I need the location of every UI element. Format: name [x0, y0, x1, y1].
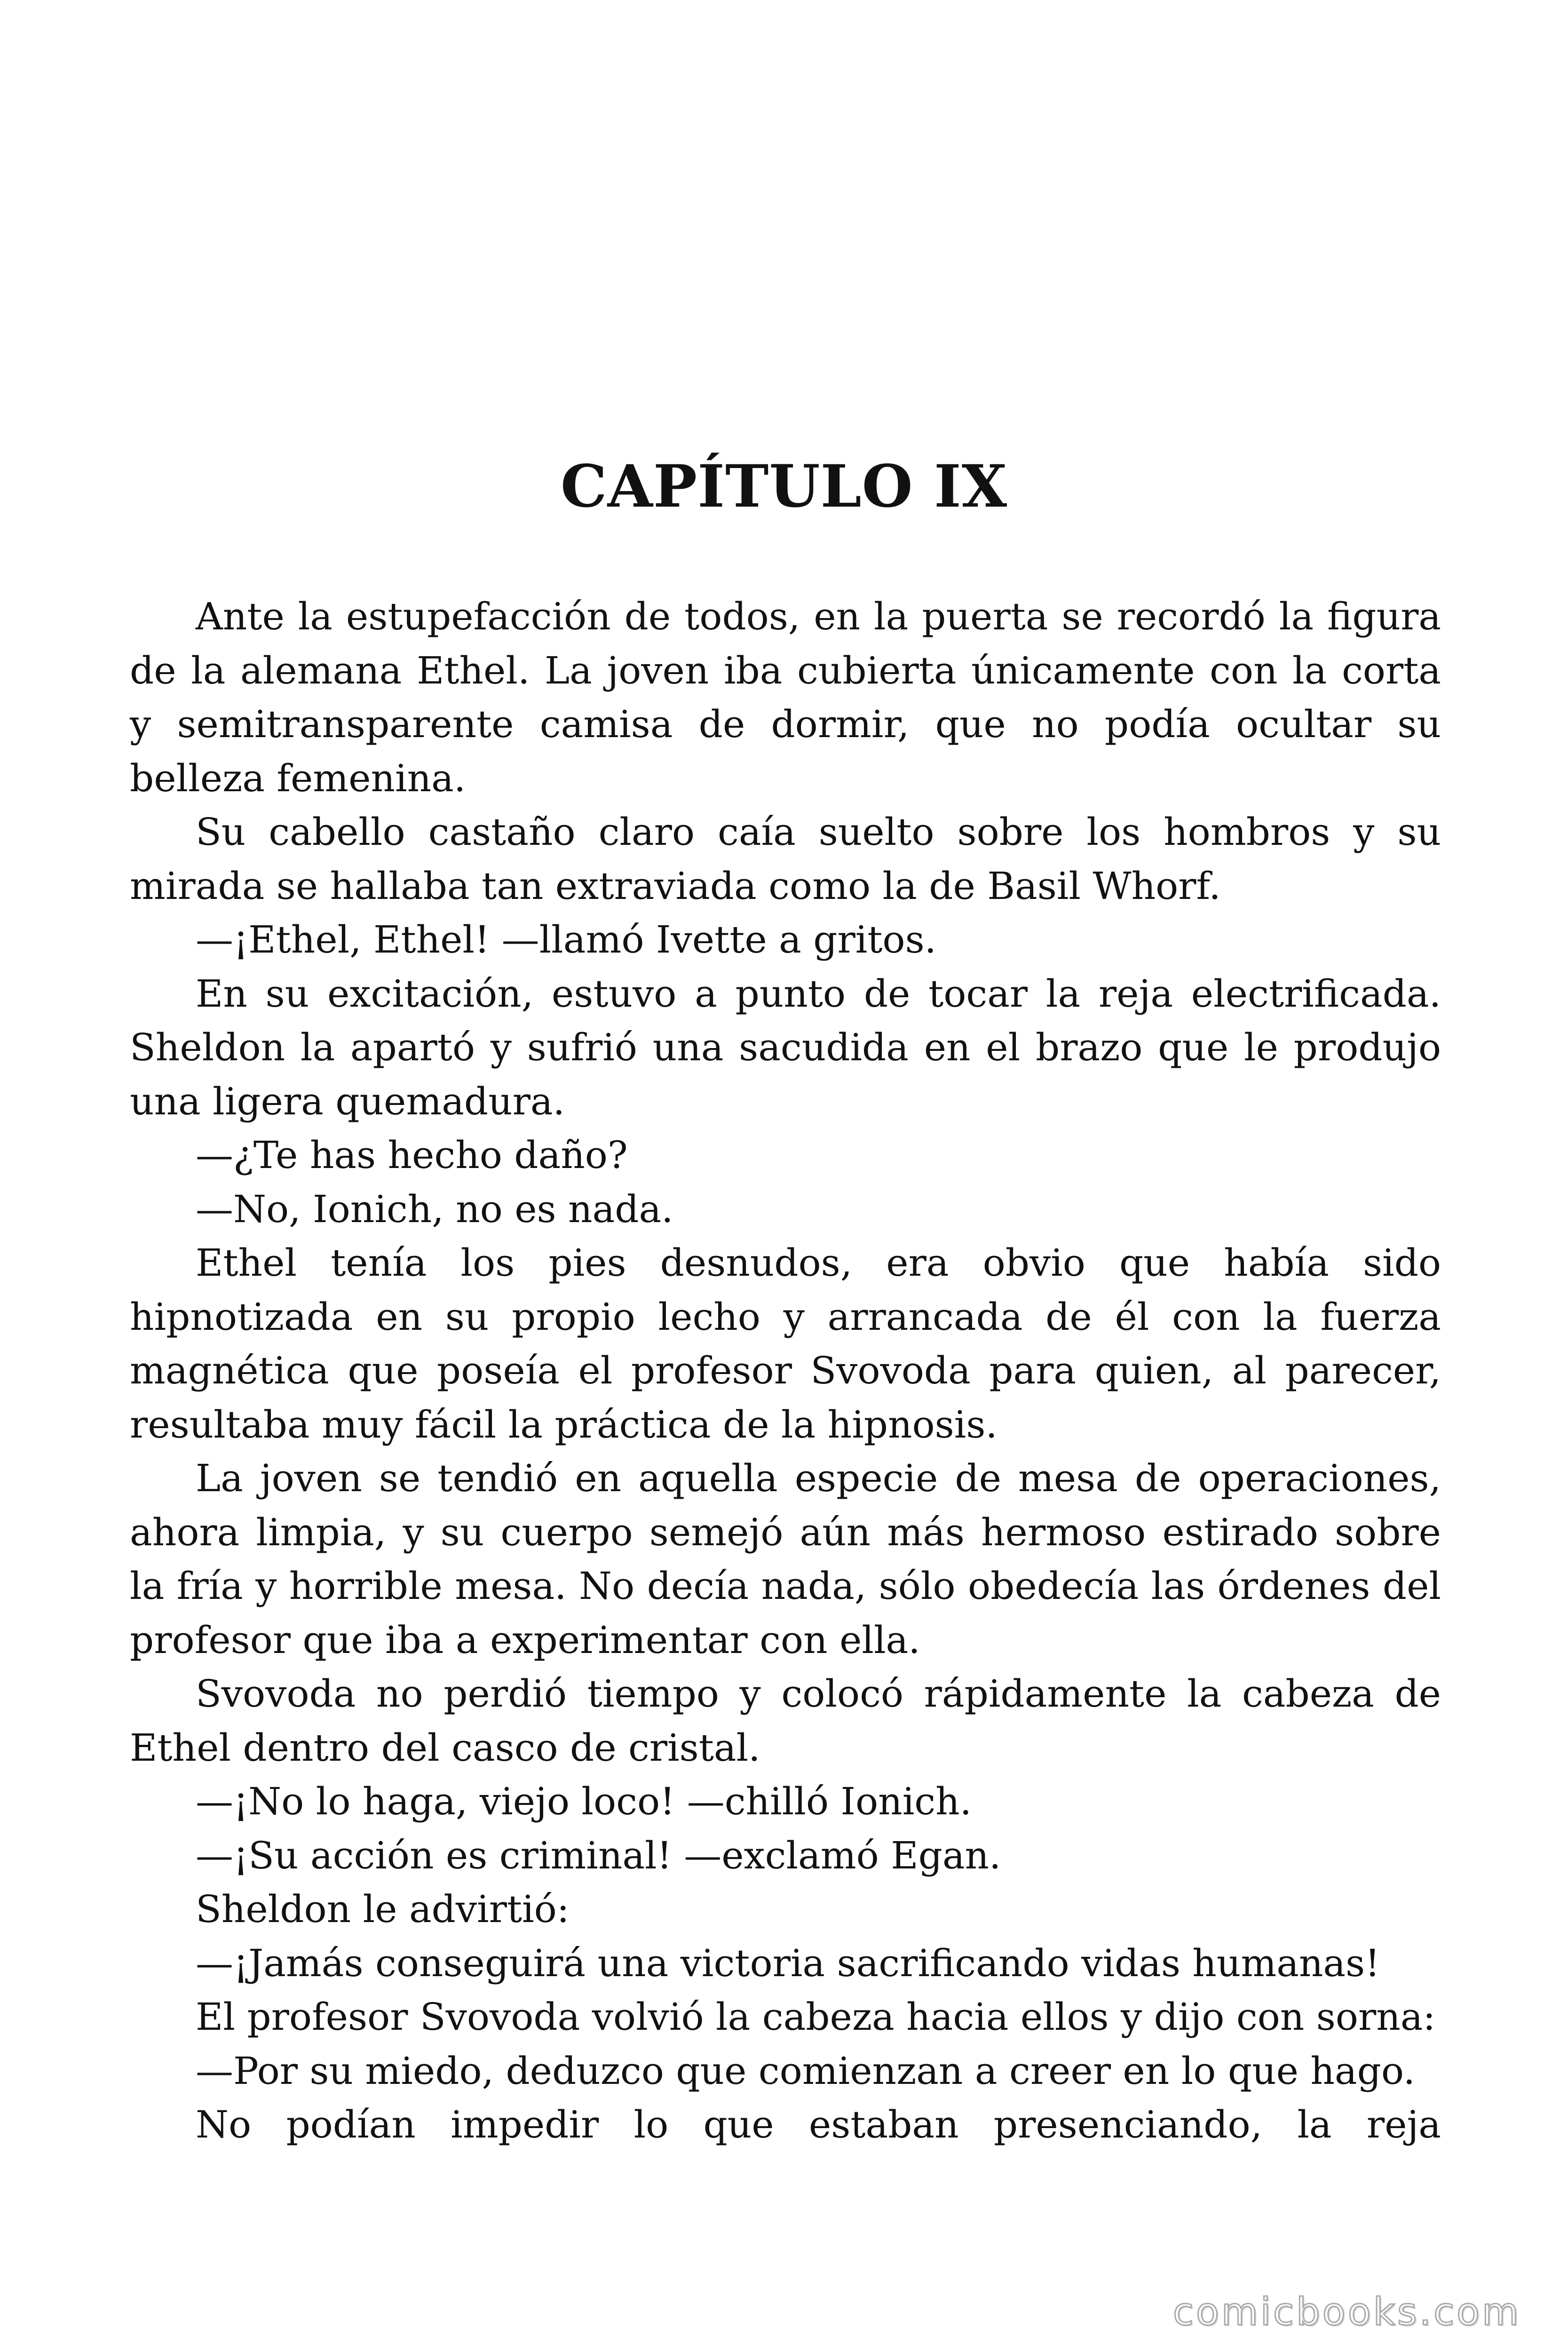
- chapter-text: [130, 590, 1441, 2152]
- paragraph: —¡Ethel, Ethel! —llamó Ivette a gritos.: [196, 918, 937, 961]
- paragraph: —¡No lo haga, viejo loco! —chilló Ionich.: [196, 1780, 972, 1823]
- paragraph: El profesor Svovoda volvió la cabeza hacia ellos y dijo con sorna:: [196, 1995, 1436, 2039]
- paragraph: —Por su miedo, deduzco que comienzan a creer en lo que hago.: [196, 2049, 1416, 2093]
- paragraph: Ethel tenía los pies desnudos, era obvio que había sido hipnotizada en su propio lecho y arrancada de él con la fuerza magnética que poseía el profesor Svovoda para quien, al parecer, resultaba muy fácil la práctica de la hipnosis.: [130, 1241, 1441, 1446]
- paragraph: Sheldon le advirtió:: [196, 1887, 570, 1931]
- paragraph: —¡Su acción es criminal! —exclamó Egan.: [196, 1833, 1001, 1877]
- paragraph: —¿Te has hecho daño?: [196, 1133, 628, 1177]
- paragraph: La joven se tendió en aquella especie de mesa de operaciones, ahora limpia, y su cuerpo semejó aún más hermoso estirado sobre la fría y horrible mesa. No decía nada, sólo obedecía las órdenes del profesor que iba a experimentar con ella.: [130, 1456, 1441, 1662]
- paragraph: Ante la estupefacción de todos, en la puerta se recordó la figura de la alemana Ethel. La joven iba cubierta únicamente con la corta y semitransparente camisa de dormir, que no podía ocultar su belleza femenina.: [130, 595, 1441, 800]
- paragraph: —No, Ionich, no es nada.: [196, 1187, 673, 1231]
- paragraph: Svovoda no perdió tiempo y colocó rápidamente la cabeza de Ethel dentro del casco de cristal.: [130, 1672, 1441, 1770]
- paragraph: No podían impedir lo que estaban presenciando, la reja: [196, 2103, 1441, 2146]
- paragraph: En su excitación, estuvo a punto de tocar la reja electrificada. Sheldon la apartó y sufrió una sacudida en el brazo que le produjo una ligera quemadura.: [130, 971, 1441, 1123]
- watermark: comicbooks.com: [1172, 2290, 1521, 2334]
- paragraph: Su cabello castaño claro caía suelto sobre los hombros y su mirada se hallaba tan extraviada como la de Basil Whorf.: [130, 810, 1441, 908]
- chapter-title: CAPÍTULO IX: [560, 453, 1008, 521]
- paragraph: —¡Jamás conseguirá una victoria sacrificando vidas humanas!: [196, 1941, 1380, 1985]
